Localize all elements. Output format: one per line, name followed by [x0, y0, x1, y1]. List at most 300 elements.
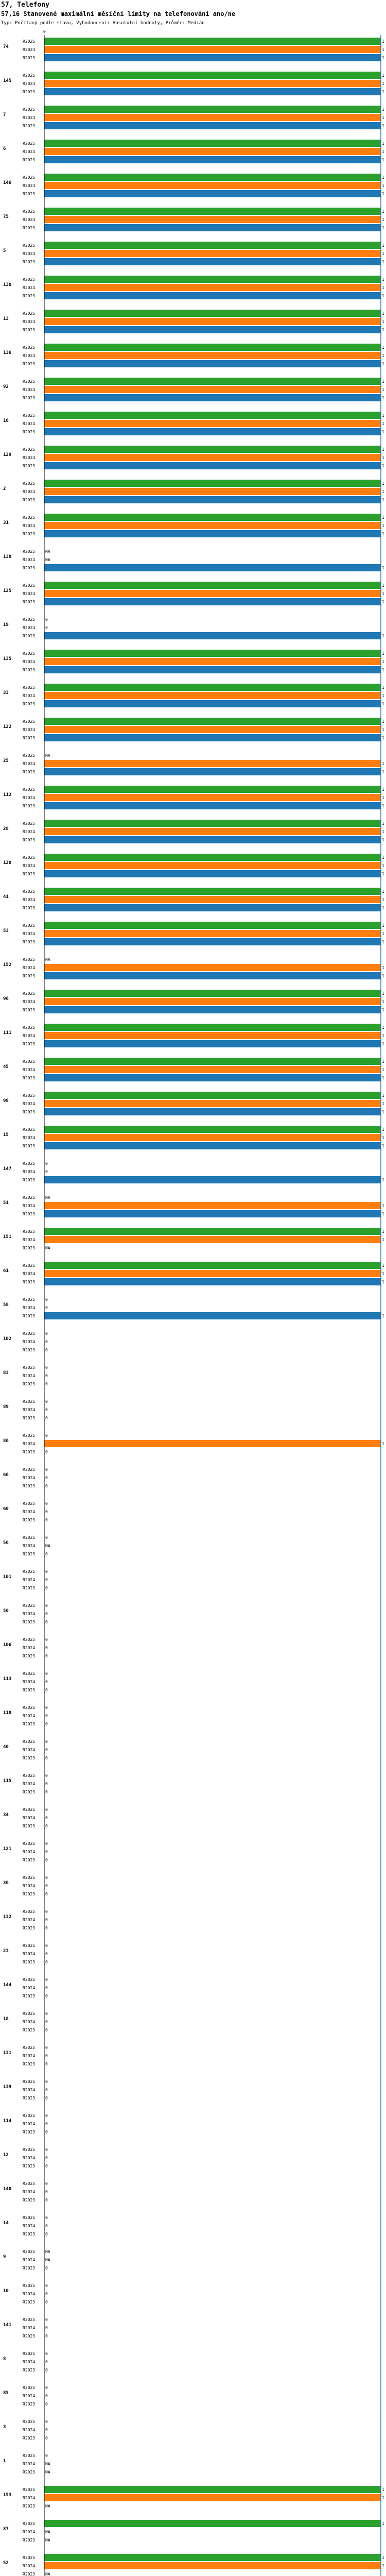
series-label: R2025	[23, 1433, 36, 1438]
data-label: 0	[45, 1365, 48, 1370]
data-label: 0	[45, 2164, 48, 2168]
data-label: 1	[382, 107, 384, 112]
data-label: NA	[45, 2538, 50, 2543]
data-label: 0	[45, 1340, 48, 1344]
series-label: R2025	[23, 753, 36, 758]
series-label: R2025	[23, 1875, 36, 1880]
series-label: R2023	[23, 736, 36, 740]
bar	[44, 412, 381, 419]
series-label: R2023	[23, 1280, 36, 1284]
x-axis-tick-label: 0	[43, 29, 46, 34]
data-label: NA	[45, 549, 50, 554]
series-label: R2024	[23, 1714, 36, 1718]
data-label: 0	[45, 2011, 48, 2016]
series-label: R2025	[23, 2283, 36, 2288]
series-label: R2024	[23, 1952, 36, 1956]
data-label: 1	[382, 1238, 384, 1242]
series-label: R2024	[23, 81, 36, 86]
series-label: R2025	[23, 1025, 36, 1030]
group-label: 33	[3, 690, 9, 696]
series-label: R2023	[23, 2198, 36, 2202]
data-label: NA	[45, 1544, 50, 1548]
series-label: R2025	[23, 549, 36, 554]
group-label: 86	[3, 1438, 9, 1444]
series-label: R2025	[23, 311, 36, 316]
series-label: R2023	[23, 498, 36, 502]
data-label: 1	[382, 600, 384, 604]
group-label: 135	[3, 656, 12, 662]
bar	[44, 174, 381, 181]
data-label: 1	[382, 1229, 384, 1234]
group-label: 12	[3, 2153, 9, 2158]
series-label: R2023	[23, 2096, 36, 2100]
series-label: R2023	[23, 464, 36, 468]
data-label: 0	[45, 1433, 48, 1438]
series-label: R2025	[23, 481, 36, 486]
data-label: 0	[45, 2394, 48, 2398]
data-label: 1	[382, 498, 384, 502]
series-label: R2023	[23, 2572, 36, 2576]
data-label: 0	[45, 1807, 48, 1812]
data-label: 1	[382, 923, 384, 928]
bar	[44, 1100, 381, 1107]
series-label: R2023	[23, 1450, 36, 1454]
series-label: R2024	[23, 115, 36, 120]
data-label: NA	[45, 2249, 50, 2254]
series-label: R2025	[23, 243, 36, 248]
series-label: R2024	[23, 1884, 36, 1888]
group-label: 9	[3, 2255, 6, 2260]
data-label: 0	[45, 1824, 48, 1828]
series-label: R2025	[23, 2351, 36, 2356]
series-label: R2025	[23, 379, 36, 384]
series-label: R2025	[23, 991, 36, 996]
data-label: 1	[382, 90, 384, 94]
group-label: 145	[3, 78, 12, 83]
series-label: R2024	[23, 2564, 36, 2568]
group-label: 5	[3, 248, 6, 253]
data-label: 1	[382, 379, 384, 384]
data-label: 0	[45, 2368, 48, 2372]
series-label: R2023	[23, 294, 36, 298]
series-label: R2025	[23, 1399, 36, 1404]
series-label: R2025	[23, 1093, 36, 1098]
series-label: R2025	[23, 583, 36, 588]
bar	[44, 88, 381, 95]
data-label: 1	[382, 455, 384, 460]
series-label: R2025	[23, 141, 36, 146]
group-label: 18	[3, 2016, 9, 2022]
bar	[44, 344, 381, 351]
data-label: 1	[382, 770, 384, 774]
data-label: 0	[45, 1467, 48, 1472]
group-label: 8	[3, 2357, 6, 2362]
data-label: 1	[382, 1042, 384, 1046]
data-label: 1	[382, 345, 384, 350]
series-label: R2023	[23, 1314, 36, 1318]
data-label: 1	[382, 447, 384, 452]
data-label: 0	[45, 2113, 48, 2118]
data-label: 0	[45, 1603, 48, 1608]
series-label: R2025	[23, 2555, 36, 2560]
bar	[44, 1440, 381, 1447]
data-label: 1	[382, 1101, 384, 1106]
data-label: 1	[382, 1204, 384, 1208]
series-label: R2025	[23, 1773, 36, 1778]
series-label: R2024	[23, 47, 36, 52]
series-label: R2023	[23, 872, 36, 876]
series-label: R2025	[23, 1263, 36, 1268]
series-label: R2023	[23, 770, 36, 774]
series-label: R2023	[23, 1042, 36, 1046]
group-label: 120	[3, 860, 12, 866]
data-label: 1	[382, 328, 384, 332]
series-label: R2025	[23, 2045, 36, 2050]
group-label: 138	[3, 554, 12, 560]
data-label: 1	[382, 141, 384, 146]
bar	[44, 224, 381, 231]
series-label: R2025	[23, 1127, 36, 1132]
data-label: 0	[45, 1348, 48, 1352]
series-label: R2025	[23, 1705, 36, 1710]
data-label: 0	[45, 1297, 48, 1302]
series-label: R2025	[23, 2249, 36, 2254]
bar	[44, 734, 381, 741]
group-label: 23	[3, 1948, 9, 1954]
bar	[44, 488, 381, 495]
series-label: R2024	[23, 1646, 36, 1650]
bar	[44, 1108, 381, 1115]
data-label: 1	[382, 192, 384, 196]
data-label: 0	[45, 2360, 48, 2364]
bar	[44, 1092, 381, 1099]
bar	[44, 250, 381, 257]
data-label: 1	[382, 693, 384, 698]
bar	[44, 386, 381, 393]
data-label: 0	[45, 1382, 48, 1386]
series-label: R2025	[23, 2385, 36, 2390]
data-label: 0	[45, 1918, 48, 1922]
group-label: 98	[3, 1098, 9, 1104]
series-label: R2024	[23, 2156, 36, 2160]
group-label: 139	[3, 2084, 12, 2090]
series-label: R2025	[23, 515, 36, 520]
series-label: R2024	[23, 1510, 36, 1514]
group-label: 19	[3, 622, 9, 628]
group-label: 83	[3, 1370, 9, 1376]
series-label: R2023	[23, 430, 36, 434]
data-label: 1	[382, 1110, 384, 1114]
series-label: R2024	[23, 1578, 36, 1582]
data-label: 1	[382, 736, 384, 740]
series-label: R2023	[23, 2164, 36, 2168]
data-label: 1	[382, 1272, 384, 1276]
series-label: R2023	[23, 1552, 36, 1556]
series-label: R2024	[23, 2496, 36, 2500]
bar	[44, 684, 381, 691]
data-label: 0	[45, 1331, 48, 1336]
data-label: 1	[382, 906, 384, 910]
series-label: R2025	[23, 1977, 36, 1982]
data-label: NA	[45, 2504, 50, 2509]
series-label: R2023	[23, 2130, 36, 2134]
data-label: 0	[45, 1875, 48, 1880]
data-label: 0	[45, 1510, 48, 1514]
data-label: 1	[382, 47, 384, 52]
series-label: R2024	[23, 2054, 36, 2058]
data-label: 1	[382, 489, 384, 494]
data-label: 0	[45, 1790, 48, 1794]
series-label: R2023	[23, 56, 36, 60]
series-label: R2024	[23, 2394, 36, 2398]
data-label: NA	[45, 1246, 50, 1250]
data-label: 1	[382, 421, 384, 426]
data-label: 1	[382, 855, 384, 860]
group-label: 10	[3, 2289, 9, 2294]
group-label: 41	[3, 894, 9, 900]
bar	[44, 1262, 381, 1269]
question-title: 57,16 Stanovené maximální měsíční limity na telefonování ano/ne	[1, 10, 236, 18]
chart-subtitle: Typ: Počítaný podle stavu, Vyhodnocení: Absolutní hodnoty, Průměr: Medián	[1, 21, 205, 26]
bar	[44, 420, 381, 427]
group-label: 141	[3, 2323, 12, 2328]
group-label: 52	[3, 2561, 9, 2566]
series-label: R2023	[23, 2232, 36, 2236]
data-label: 0	[45, 2428, 48, 2432]
series-label: R2025	[23, 617, 36, 622]
group-label: 87	[3, 2527, 9, 2532]
series-label: R2024	[23, 863, 36, 868]
data-label: 0	[45, 1841, 48, 1846]
bar	[44, 190, 381, 197]
group-label: 28	[3, 826, 9, 832]
series-label: R2025	[23, 447, 36, 452]
series-label: R2023	[23, 532, 36, 536]
series-label: R2023	[23, 2266, 36, 2270]
data-label: 0	[45, 1416, 48, 1420]
bar	[44, 726, 381, 733]
bar	[44, 216, 381, 223]
bar	[44, 998, 381, 1005]
series-label: R2024	[23, 761, 36, 766]
data-label: 0	[45, 1552, 48, 1556]
data-label: 0	[45, 2156, 48, 2160]
data-label: NA	[45, 2258, 50, 2262]
series-label: R2023	[23, 124, 36, 128]
bar	[44, 768, 381, 775]
series-label: R2025	[23, 2453, 36, 2458]
data-label: 1	[382, 974, 384, 978]
data-label: 0	[45, 2147, 48, 2152]
series-label: R2023	[23, 1110, 36, 1114]
bar	[44, 1202, 381, 1209]
data-label: 0	[45, 2028, 48, 2032]
series-label: R2024	[23, 1101, 36, 1106]
series-label: R2024	[23, 2428, 36, 2432]
series-label: R2024	[23, 1272, 36, 1276]
data-label: 1	[382, 1059, 384, 1064]
group-label: 36	[3, 1880, 9, 1886]
series-label: R2025	[23, 651, 36, 656]
series-label: R2024	[23, 625, 36, 630]
group-label: 61	[3, 1268, 9, 1274]
data-label: 1	[382, 209, 384, 214]
group-label: 114	[3, 2119, 12, 2124]
bar	[44, 394, 381, 401]
data-label: 1	[382, 387, 384, 392]
series-label: R2024	[23, 217, 36, 222]
data-label: 1	[382, 243, 384, 248]
bar	[44, 666, 381, 673]
series-label: R2024	[23, 1476, 36, 1480]
series-label: R2024	[23, 1544, 36, 1548]
data-label: 0	[45, 1476, 48, 1480]
series-label: R2025	[23, 345, 36, 350]
bar	[44, 658, 381, 665]
series-label: R2023	[23, 2470, 36, 2475]
data-label: 0	[45, 1960, 48, 1964]
data-label: 1	[382, 659, 384, 664]
data-label: 1	[382, 532, 384, 536]
series-label: R2024	[23, 1067, 36, 1072]
data-label: 1	[382, 464, 384, 468]
data-label: 0	[45, 1535, 48, 1540]
data-label: 1	[382, 149, 384, 154]
series-label: R2025	[23, 2011, 36, 2016]
series-label: R2023	[23, 158, 36, 162]
series-label: R2023	[23, 1688, 36, 1692]
series-label: R2024	[23, 1442, 36, 1446]
data-label: 0	[45, 2292, 48, 2296]
series-label: R2025	[23, 2419, 36, 2424]
data-label: 0	[45, 1586, 48, 1590]
data-label: 1	[382, 1093, 384, 1098]
bar	[44, 1236, 381, 1243]
data-label: 1	[382, 1263, 384, 1268]
data-label: 0	[45, 2096, 48, 2100]
data-label: 0	[45, 1518, 48, 1522]
series-label: R2025	[23, 413, 36, 418]
series-label: R2024	[23, 1136, 36, 1140]
series-label: R2024	[23, 2224, 36, 2228]
bar	[44, 896, 381, 903]
data-label: 0	[45, 1646, 48, 1650]
series-label: R2024	[23, 2292, 36, 2296]
group-label: 60	[3, 1506, 9, 1512]
data-label: 1	[382, 872, 384, 876]
data-label: 1	[382, 362, 384, 366]
group-label: 3	[3, 2425, 6, 2430]
series-label: R2024	[23, 897, 36, 902]
data-label: 0	[45, 1994, 48, 1998]
series-label: R2023	[23, 192, 36, 196]
data-label: 1	[382, 1144, 384, 1148]
group-label: 89	[3, 1404, 9, 1410]
bar	[44, 114, 381, 121]
data-label: 0	[45, 1671, 48, 1676]
group-label: 146	[3, 180, 12, 185]
data-label: 1	[382, 931, 384, 936]
series-label: R2024	[23, 1340, 36, 1344]
series-label: R2023	[23, 566, 36, 570]
data-label: 1	[382, 175, 384, 180]
group-label: 51	[3, 1200, 9, 1206]
bar	[44, 990, 381, 997]
data-label: 0	[45, 1578, 48, 1582]
bar	[44, 208, 381, 215]
data-label: 0	[45, 2079, 48, 2084]
data-label: 0	[45, 625, 48, 630]
data-label: 1	[382, 838, 384, 842]
group-label: 111	[3, 1030, 12, 1036]
data-label: 1	[382, 2555, 384, 2560]
series-label: R2024	[23, 931, 36, 936]
data-label: 1	[382, 1136, 384, 1140]
data-label: 1	[382, 56, 384, 60]
series-label: R2025	[23, 1807, 36, 1812]
bar	[44, 700, 381, 707]
data-label: NA	[45, 557, 50, 562]
series-label: R2024	[23, 999, 36, 1004]
data-label: 1	[382, 294, 384, 298]
bar	[44, 480, 381, 487]
data-label: 1	[382, 889, 384, 894]
series-label: R2025	[23, 821, 36, 826]
data-label: 1	[382, 124, 384, 128]
series-label: R2023	[23, 1348, 36, 1352]
data-label: 0	[45, 1450, 48, 1454]
bar	[44, 1024, 381, 1031]
series-label: R2023	[23, 2300, 36, 2304]
bar	[44, 760, 381, 767]
data-label: 0	[45, 1782, 48, 1786]
data-label: 0	[45, 2326, 48, 2330]
data-label: 0	[45, 1501, 48, 1506]
series-label: R2023	[23, 1246, 36, 1250]
bar	[44, 862, 381, 869]
group-label: 2	[3, 486, 6, 492]
data-label: 0	[45, 2198, 48, 2202]
group-label: 58	[3, 1302, 9, 1308]
group-label: 102	[3, 1336, 12, 1342]
data-label: 1	[382, 651, 384, 656]
data-label: 0	[45, 1484, 48, 1488]
series-label: R2023	[23, 1484, 36, 1488]
group-label: 66	[3, 1472, 9, 1478]
group-label: 34	[3, 1812, 9, 1818]
bar	[44, 2554, 381, 2561]
data-label: 0	[45, 2419, 48, 2424]
bar	[44, 820, 381, 827]
series-label: R2024	[23, 2258, 36, 2262]
data-label: 0	[45, 2224, 48, 2228]
series-label: R2024	[23, 829, 36, 834]
data-label: 0	[45, 2088, 48, 2092]
series-label: R2024	[23, 2360, 36, 2364]
series-label: R2025	[23, 1059, 36, 1064]
series-label: R2024	[23, 1374, 36, 1378]
bar	[44, 1142, 381, 1149]
data-label: 1	[382, 795, 384, 800]
series-label: R2025	[23, 719, 36, 724]
group-label: 122	[3, 724, 12, 730]
data-label: 0	[45, 1161, 48, 1166]
series-label: R2023	[23, 1960, 36, 1964]
series-label: R2025	[23, 107, 36, 112]
group-label: 25	[3, 758, 9, 764]
series-label: R2025	[23, 2521, 36, 2526]
series-label: R2023	[23, 2368, 36, 2372]
